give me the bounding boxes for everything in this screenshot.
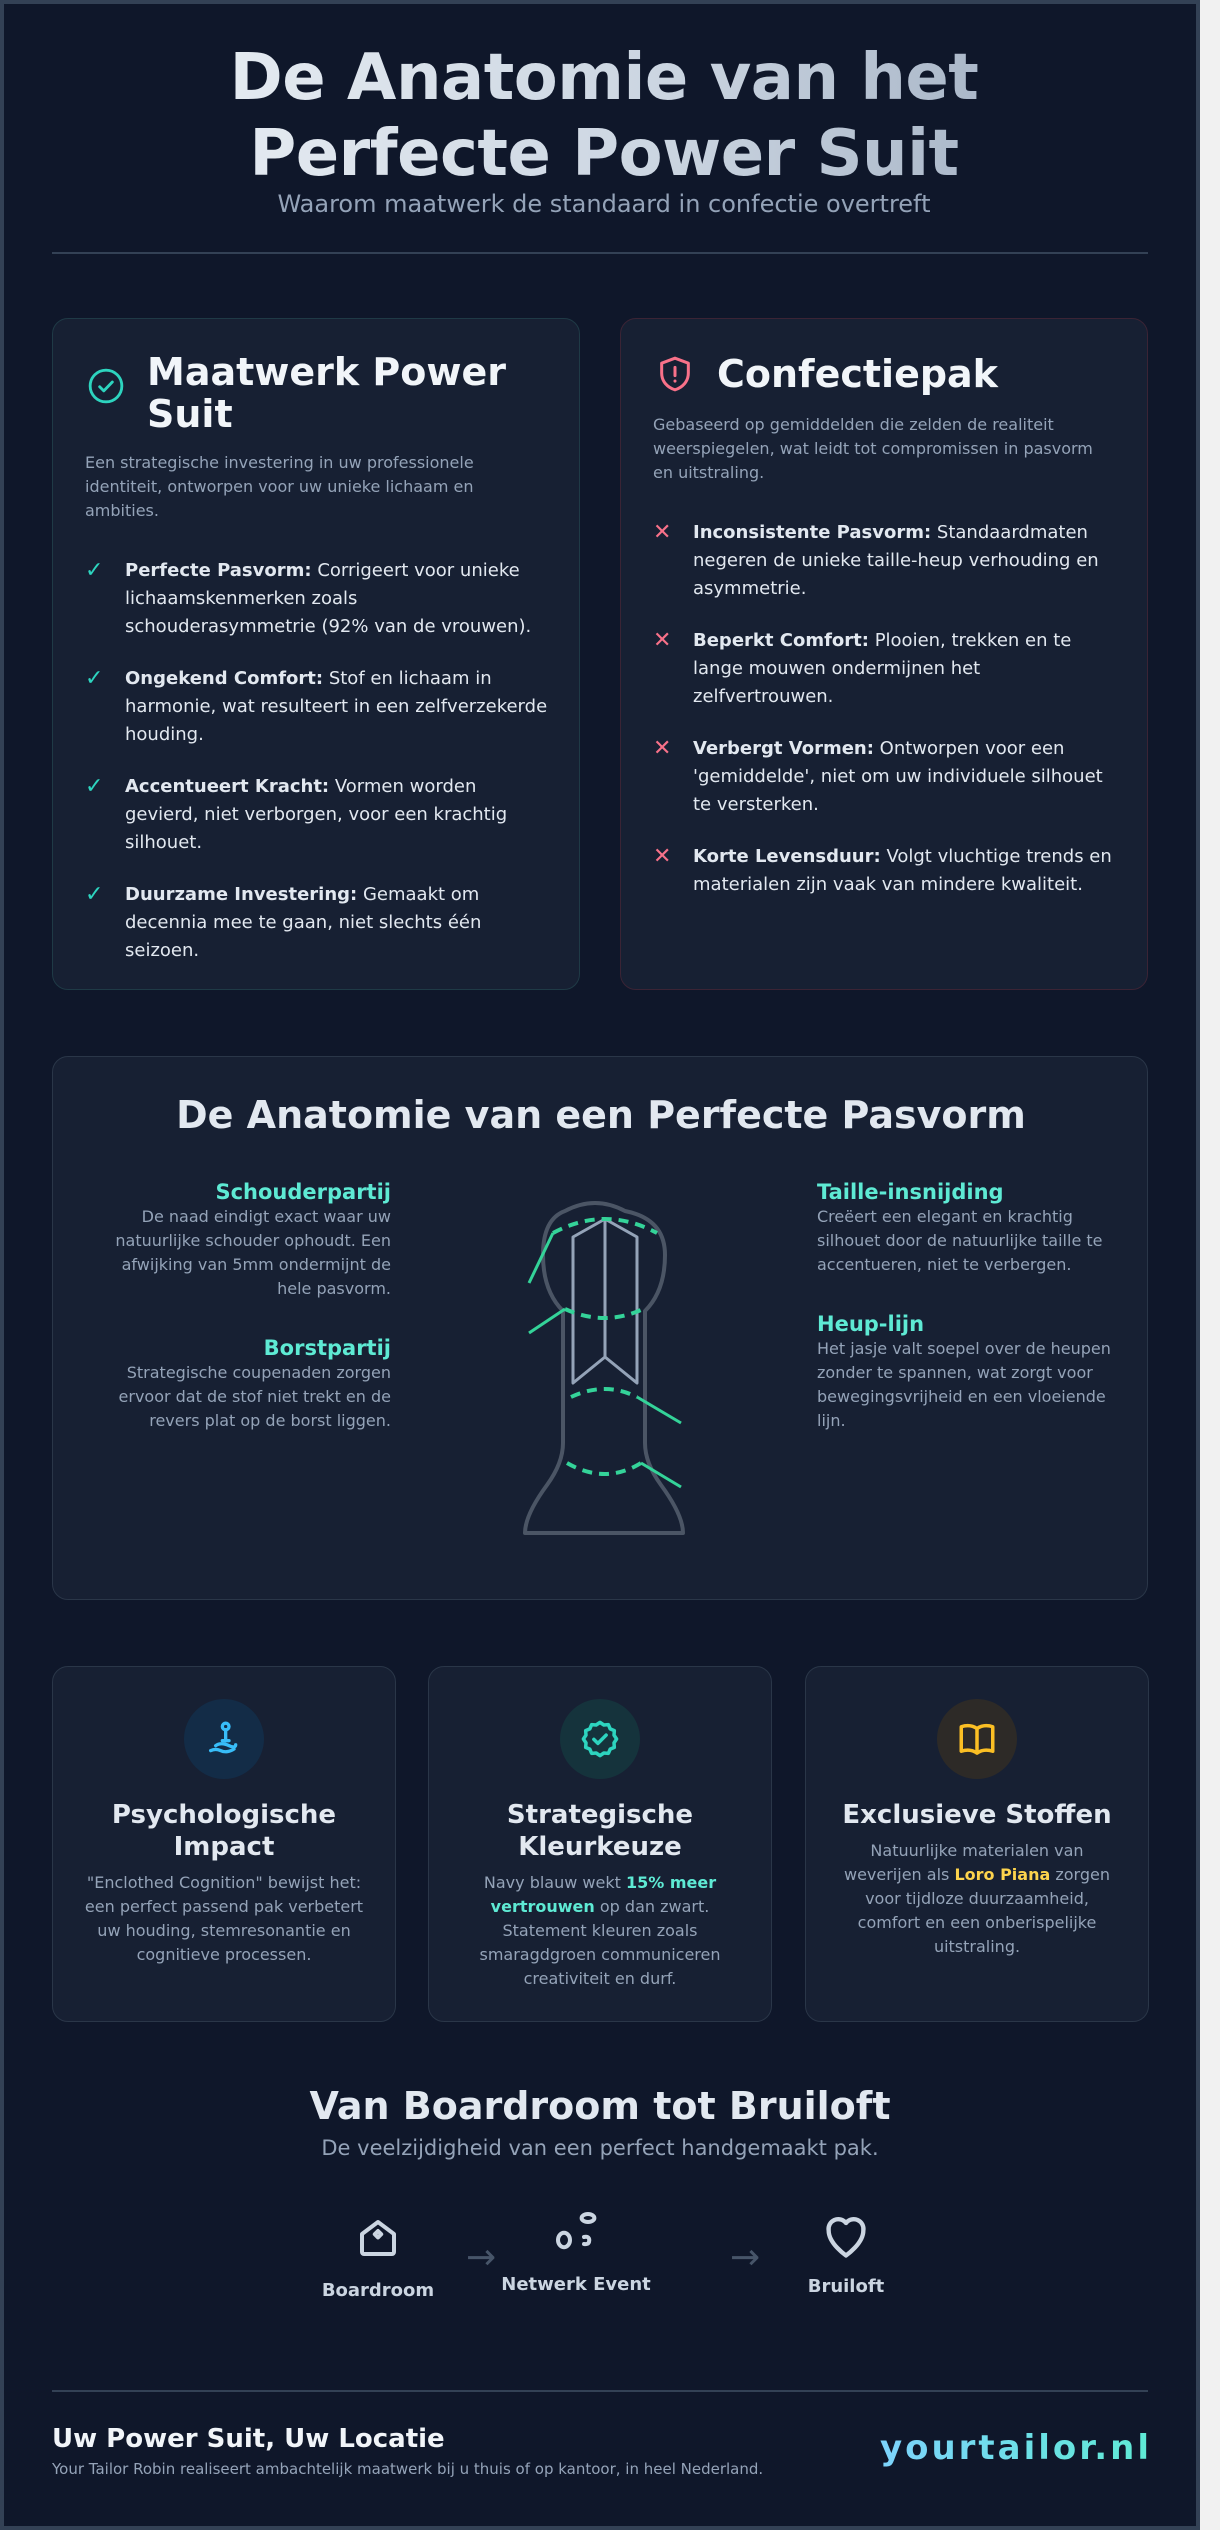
versatility-title: Van Boardroom tot Bruiloft — [309, 2084, 891, 2128]
x-icon: ✕ — [653, 736, 672, 761]
check-icon: ✓ — [85, 558, 104, 583]
benefit-item: ✓ Perfecte Pasvorm: Corrigeert voor unieke lichaamskenmerken zoals schouderasymmetrie (92% van de vrouwen). — [85, 557, 549, 641]
x-icon: ✕ — [653, 844, 672, 869]
drawback-item: ✕ Beperkt Comfort: Plooien, trekken en te lange mouwen ondermijnen het zelfvertrouwen. — [653, 627, 1117, 711]
anatomy-item-title: Heup-lijn — [817, 1312, 925, 1336]
step-network-event — [496, 2208, 656, 2295]
step-wedding — [766, 2210, 926, 2297]
step-label: Boardroom — [321, 2280, 435, 2301]
shield-alert-icon — [655, 353, 695, 395]
header-divider — [52, 252, 1148, 254]
check-icon: ✓ — [85, 774, 104, 799]
custom-suit-benefits — [53, 523, 579, 965]
anatomy-item-text: De naad eindigt exact waar uw natuurlijke schouder ophoudt. Een afwijking van 5mm ondermijnt de hele pasvorm. — [115, 1207, 391, 1298]
benefit-item: ✓ Accentueert Kracht: Vormen worden gevierd, niet verborgen, voor een krachtig silhouet. — [85, 773, 549, 857]
anatomy-item-title: Borstpartij — [263, 1336, 391, 1360]
feature-card-color — [428, 1666, 772, 2022]
benefit-item: ✓ Duurzame Investering: Gemaakt om decennia mee te gaan, niet slechts één seizoen. — [85, 881, 549, 965]
anatomy-item-text: Strategische coupenaden zorgen ervoor dat de stof niet trekt en de revers plat op de borst liggen. — [118, 1363, 391, 1430]
footer-divider — [52, 2390, 1148, 2392]
ready-made-title: Confectiepak — [717, 352, 998, 396]
footer-text: Your Tailor Robin realiseert ambachtelijk maatwerk bij u thuis of op kantoor, in heel Nederland. — [52, 2460, 764, 2478]
anatomy-item-text: Het jasje valt soepel over de heupen zonder te spannen, wat zorgt voor bewegingsvrijheid en een vloeiende lijn. — [817, 1339, 1111, 1430]
ready-made-card — [620, 318, 1148, 990]
anatomy-shoulder — [113, 1179, 391, 1301]
feature-title: Strategische Kleurkeuze — [506, 1800, 694, 1862]
drawback-item: ✕ Korte Levensduur: Volgt vluchtige trends en materialen zijn vaak van mindere kwaliteit. — [653, 843, 1117, 899]
anatomy-waist — [817, 1179, 1117, 1277]
page-title: De Anatomie van het Perfecte Power Suit — [4, 40, 1204, 192]
drawback-item: ✕ Inconsistente Pasvorm: Standaardmaten negeren de unieke taille-heup verhouding en asymmetrie. — [653, 519, 1117, 603]
heart-icon — [820, 2210, 872, 2262]
feature-icon-wrap — [560, 1699, 640, 1779]
person-hand-icon — [204, 1719, 244, 1759]
anatomy-chest — [113, 1335, 391, 1433]
ready-made-description: Gebaseerd op gemiddelden die zelden de realiteit weerspiegelen, wat leidt tot compromissen in pasvorm en uitstraling. — [653, 415, 1093, 482]
feature-icon-wrap — [184, 1699, 264, 1779]
check-circle-icon — [87, 367, 125, 405]
feature-text: Navy blauw wekt 15% meer vertrouwen op dan zwart. Statement kleuren zoals smaragdgroen communiceren creativiteit en durf. — [479, 1873, 721, 1988]
feature-card-psychology — [52, 1666, 396, 2022]
custom-suit-title: Maatwerk Power Suit — [147, 350, 506, 436]
feature-title: Psychologische Impact — [111, 1800, 337, 1862]
page-subtitle: Waarom maatwerk de standaard in confectie overtreft — [277, 190, 931, 218]
feature-title: Exclusieve Stoffen — [842, 1800, 1112, 1830]
feature-text: Natuurlijke materialen van weverijen als Loro Piana zorgen voor tijdloze duurzaamheid, comfort en een onberispelijke uitstraling. — [843, 1841, 1110, 1956]
arrow-icon: → — [466, 2237, 497, 2278]
feature-card-fabrics — [805, 1666, 1149, 2022]
highlight-brand: Loro Piana — [954, 1865, 1051, 1884]
building-icon — [354, 2214, 402, 2262]
anatomy-hip — [817, 1311, 1117, 1433]
custom-suit-card — [52, 318, 580, 990]
anatomy-item-title: Taille-insnijding — [817, 1180, 1004, 1204]
benefit-item: ✓ Ongekend Comfort: Stof en lichaam in harmonie, wat resulteert in een zelfverzekerde houding. — [85, 665, 549, 749]
x-icon: ✕ — [653, 520, 672, 545]
x-icon: ✕ — [653, 628, 672, 653]
step-boardroom — [298, 2214, 458, 2301]
check-icon: ✓ — [85, 666, 104, 691]
footer-title: Uw Power Suit, Uw Locatie — [52, 2424, 445, 2454]
custom-suit-description: Een strategische investering in uw professionele identiteit, ontworpen voor uw unieke lichaam en ambities. — [85, 453, 474, 520]
highlight-stat: 15% meer vertrouwen — [490, 1873, 717, 1916]
versatility-subtitle: De veelzijdigheid van een perfect handgemaakt pak. — [321, 2136, 879, 2160]
step-label: Netwerk Event — [501, 2274, 651, 2295]
brand-link[interactable]: yourtailor.nl — [879, 2428, 1152, 2468]
ready-made-drawbacks — [621, 485, 1147, 899]
anatomy-item-text: Creëert een elegant en krachtig silhouet door de natuurlijke taille te accentueren, niet te verbergen. — [817, 1207, 1103, 1274]
suit-silhouette-diagram — [505, 1195, 725, 1535]
network-icon — [546, 2208, 606, 2260]
feature-icon-wrap — [937, 1699, 1017, 1779]
step-label: Bruiloft — [807, 2276, 885, 2297]
badge-check-icon — [579, 1718, 621, 1760]
anatomy-section — [52, 1056, 1148, 1600]
check-icon: ✓ — [85, 882, 104, 907]
feature-text: "Enclothed Cognition" bewijst het: een perfect passend pak verbetert uw houding, stemresonantie en cognitieve processen. — [84, 1873, 364, 1964]
book-open-icon — [956, 1718, 998, 1760]
arrow-icon: → — [730, 2237, 761, 2278]
anatomy-item-title: Schouderpartij — [215, 1180, 391, 1204]
anatomy-title: De Anatomie van een Perfecte Pasvorm — [176, 1093, 1026, 1137]
drawback-item: ✕ Verbergt Vormen: Ontworpen voor een 'gemiddelde', niet om uw individuele silhouet te versterken. — [653, 735, 1117, 819]
